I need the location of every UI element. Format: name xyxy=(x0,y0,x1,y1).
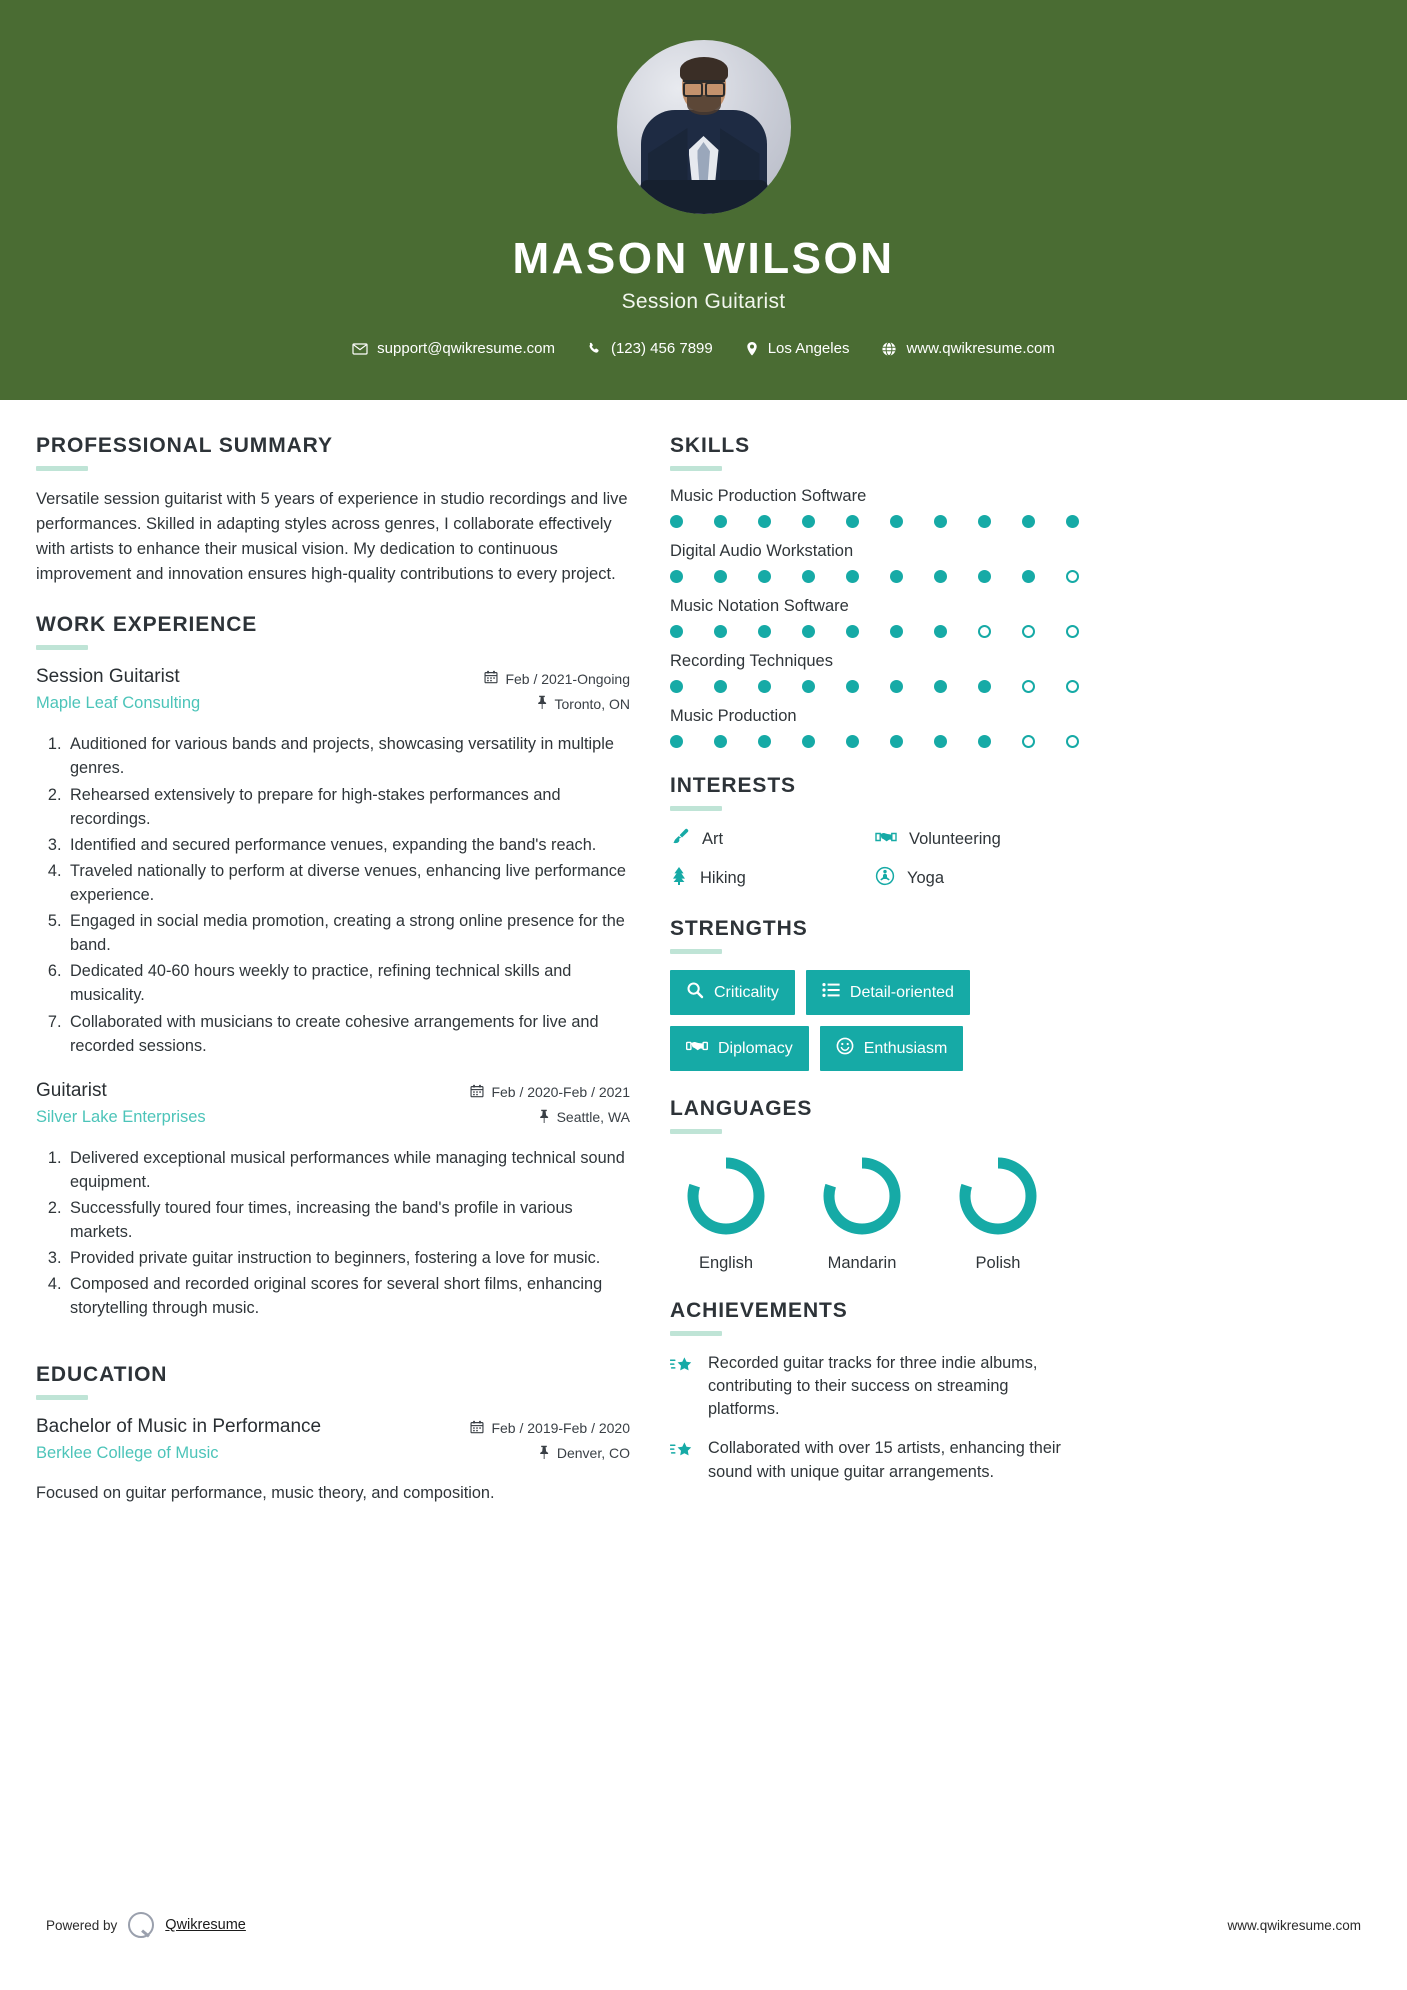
work-meta xyxy=(484,666,630,720)
work-company: Silver Lake Enterprises xyxy=(36,1107,206,1126)
section-skills xyxy=(670,434,1070,748)
work-bullet: 6. Dedicated 40-60 hours weekly to practice, refining technical skills and musicality. xyxy=(66,959,630,1007)
section-rule xyxy=(36,1395,88,1400)
skill-dot xyxy=(978,735,991,748)
resume-body xyxy=(0,400,1407,1531)
calendar-icon xyxy=(484,670,498,687)
section-rule xyxy=(36,645,88,650)
skill-dot xyxy=(846,735,859,748)
skill-dot xyxy=(1066,680,1079,693)
skill-dot xyxy=(934,680,947,693)
pin-icon xyxy=(536,695,548,712)
skill-dot xyxy=(714,625,727,638)
skill-rating xyxy=(670,735,1070,748)
section-heading-interests: INTERESTS xyxy=(670,774,796,797)
skill-dot xyxy=(758,515,771,528)
section-work-experience xyxy=(36,613,630,1320)
yoga-icon xyxy=(875,866,895,891)
skill-dot xyxy=(758,625,771,638)
skill-label: Recording Techniques xyxy=(670,652,833,670)
skill-item xyxy=(670,597,1070,638)
work-date: Feb / 2021-Ongoing xyxy=(505,670,630,687)
skill-dot xyxy=(1022,735,1035,748)
skill-dot xyxy=(978,570,991,583)
work-meta xyxy=(470,1080,630,1134)
section-achievements xyxy=(670,1299,1070,1484)
work-bullet: 1. Auditioned for various bands and projects, showcasing versatility in multiple genres. xyxy=(66,732,630,780)
strength-tag-enthusiasm[interactable] xyxy=(820,1026,964,1071)
education-entry xyxy=(36,1416,630,1506)
skill-dot xyxy=(934,515,947,528)
summary-text: Versatile session guitarist with 5 years of experience in studio recordings and live performances. Skilled in adapting styles across genres, I collaborate effectively with artists to enhance their musical vision. My dedication to continuous improvement and innovation ensures high-quality contributions to every project. xyxy=(36,490,628,584)
skill-dot xyxy=(670,735,683,748)
section-strengths xyxy=(670,917,1070,1071)
section-heading-strengths: STRENGTHS xyxy=(670,917,808,940)
strength-label: Criticality xyxy=(714,983,779,1001)
job-title: Session Guitarist xyxy=(621,290,786,314)
smiley-icon xyxy=(836,1037,854,1060)
work-location: Toronto, ON xyxy=(554,695,630,712)
section-rule xyxy=(670,1331,722,1336)
skill-dot xyxy=(802,625,815,638)
paintbrush-icon xyxy=(670,827,690,852)
section-rule xyxy=(670,949,722,954)
interest-item xyxy=(670,827,865,852)
interest-label: Yoga xyxy=(907,869,945,887)
skill-dot xyxy=(978,680,991,693)
skill-dot xyxy=(714,515,727,528)
phone-icon xyxy=(587,341,602,356)
skill-rating xyxy=(670,515,1070,528)
achievement-text: Collaborated with over 15 artists, enhancing their sound with unique guitar arrangements. xyxy=(708,1439,1061,1481)
skill-dot xyxy=(846,625,859,638)
section-languages xyxy=(670,1097,1070,1273)
language-item xyxy=(670,1150,782,1273)
contact-location xyxy=(745,340,850,357)
strength-tag-detail-oriented[interactable] xyxy=(806,970,970,1015)
skill-item xyxy=(670,487,1070,528)
interest-label: Volunteering xyxy=(909,830,1001,848)
skill-dot xyxy=(1022,625,1035,638)
page-title: MASON WILSON xyxy=(512,234,895,283)
work-role: Guitarist xyxy=(36,1079,107,1101)
magnifier-icon xyxy=(686,981,704,1004)
work-bullet: 4. Composed and recorded original scores for several short films, enhancing storytelling through music. xyxy=(66,1272,630,1320)
skill-dot xyxy=(934,625,947,638)
strength-label: Enthusiasm xyxy=(863,1039,948,1057)
skill-rating xyxy=(670,570,1070,583)
strength-label: Detail-oriented xyxy=(849,983,954,1001)
language-ring xyxy=(680,1150,772,1242)
contact-row xyxy=(336,340,1071,357)
section-heading-skills: SKILLS xyxy=(670,434,751,457)
contact-website[interactable] xyxy=(881,340,1054,357)
language-ring xyxy=(952,1150,1044,1242)
strength-tag-criticality[interactable] xyxy=(670,970,795,1015)
language-ring xyxy=(816,1150,908,1242)
section-rule xyxy=(670,806,722,811)
skill-dot xyxy=(670,625,683,638)
work-bullet: 4. Traveled nationally to perform at diverse venues, enhancing live performance experience. xyxy=(66,859,630,907)
skill-dot xyxy=(1066,735,1079,748)
powered-by-label: Powered by xyxy=(46,1917,118,1933)
work-bullet: 7. Collaborated with musicians to create cohesive arrangements for live and recorded sessions. xyxy=(66,1010,630,1058)
achievement-item xyxy=(670,1352,1070,1421)
qwikresume-brand-link[interactable]: Qwikresume xyxy=(165,1917,246,1933)
skill-label: Digital Audio Workstation xyxy=(670,542,854,560)
contact-phone-value: (123) 456 7899 xyxy=(610,340,713,358)
email-icon xyxy=(352,341,368,357)
interest-label: Art xyxy=(702,830,724,848)
skill-dot xyxy=(802,515,815,528)
education-description: Focused on guitar performance, music theory, and composition. xyxy=(36,1483,495,1502)
section-heading-education: EDUCATION xyxy=(36,1362,168,1386)
section-heading-work: WORK EXPERIENCE xyxy=(36,613,258,637)
education-meta xyxy=(470,1416,630,1470)
skill-label: Music Production xyxy=(670,707,797,725)
work-bullets xyxy=(36,732,630,1057)
pin-icon xyxy=(538,1445,550,1462)
skill-dot xyxy=(758,735,771,748)
qwikresume-logo-icon xyxy=(128,1912,154,1938)
pin-icon xyxy=(538,1109,550,1126)
left-column xyxy=(36,400,630,1531)
education-degree: Bachelor of Music in Performance xyxy=(36,1415,322,1437)
skill-dot xyxy=(802,680,815,693)
skill-dot xyxy=(846,570,859,583)
education-date: Feb / 2019-Feb / 2020 xyxy=(491,1420,630,1436)
interest-item xyxy=(875,866,1070,891)
skill-dot xyxy=(846,515,859,528)
skill-dot xyxy=(758,680,771,693)
footer-website: www.qwikresume.com xyxy=(1227,1917,1361,1933)
skill-dot xyxy=(802,570,815,583)
work-bullet: 2. Successfully toured four times, increasing the band's profile in various markets. xyxy=(66,1196,630,1244)
achievement-item xyxy=(670,1437,1070,1483)
strength-label: Diplomacy xyxy=(718,1039,793,1057)
section-rule xyxy=(36,466,88,471)
handshake-icon xyxy=(686,1037,708,1060)
work-location: Seattle, WA xyxy=(556,1109,630,1126)
language-item xyxy=(806,1150,918,1273)
handshake-icon xyxy=(875,827,897,852)
skill-dot xyxy=(802,735,815,748)
skill-dot xyxy=(1066,625,1079,638)
skill-dot xyxy=(890,570,903,583)
skill-dot xyxy=(890,515,903,528)
skill-dot xyxy=(714,680,727,693)
education-school: Berklee College of Music xyxy=(36,1443,219,1462)
work-company: Maple Leaf Consulting xyxy=(36,694,201,713)
skill-dot xyxy=(1022,680,1035,693)
skill-dot xyxy=(714,570,727,583)
skill-item xyxy=(670,707,1070,748)
skill-dot xyxy=(934,735,947,748)
footer xyxy=(0,1912,1407,1938)
skill-dot xyxy=(1022,515,1035,528)
section-interests xyxy=(670,774,1070,891)
skill-dot xyxy=(1066,515,1079,528)
skill-dot xyxy=(978,515,991,528)
skill-dot xyxy=(934,570,947,583)
language-label: Mandarin xyxy=(827,1254,897,1272)
education-location: Denver, CO xyxy=(556,1445,630,1461)
skill-rating xyxy=(670,680,1070,693)
skill-dot xyxy=(670,680,683,693)
skill-label: Music Notation Software xyxy=(670,597,849,615)
work-role: Session Guitarist xyxy=(36,666,180,688)
section-heading-achievements: ACHIEVEMENTS xyxy=(670,1299,848,1322)
tree-icon xyxy=(670,866,688,891)
resume-header xyxy=(0,0,1407,400)
skill-dot xyxy=(714,735,727,748)
skill-dot xyxy=(890,625,903,638)
skill-item xyxy=(670,652,1070,693)
work-date: Feb / 2020-Feb / 2021 xyxy=(491,1084,630,1101)
section-education xyxy=(36,1363,630,1506)
skill-dot xyxy=(890,735,903,748)
contact-phone[interactable] xyxy=(587,340,713,357)
skill-dot xyxy=(978,625,991,638)
shooting-star-icon xyxy=(670,1437,694,1467)
interest-label: Hiking xyxy=(700,869,746,887)
skill-dot xyxy=(670,515,683,528)
list-icon xyxy=(822,982,840,1003)
work-bullet: 1. Delivered exceptional musical performances while managing technical sound equipment. xyxy=(66,1146,630,1194)
calendar-icon xyxy=(470,1084,484,1101)
right-column xyxy=(670,400,1070,1510)
skill-dot xyxy=(890,680,903,693)
section-rule xyxy=(670,1129,722,1134)
language-item xyxy=(942,1150,1054,1273)
location-pin-icon xyxy=(745,341,759,357)
section-rule xyxy=(670,466,722,471)
work-entry xyxy=(36,1080,630,1321)
avatar xyxy=(617,40,791,214)
globe-icon xyxy=(881,341,897,357)
contact-website-value: www.qwikresume.com xyxy=(906,340,1055,358)
section-heading-languages: LANGUAGES xyxy=(670,1097,813,1120)
work-bullets xyxy=(36,1146,630,1321)
skill-dot xyxy=(758,570,771,583)
language-label: English xyxy=(698,1254,754,1272)
section-heading-summary: PROFESSIONAL SUMMARY xyxy=(36,434,333,457)
section-professional-summary xyxy=(36,434,630,587)
skill-dot xyxy=(1066,570,1079,583)
language-label: Polish xyxy=(975,1254,1021,1272)
calendar-icon xyxy=(470,1420,484,1437)
strength-tag-diplomacy[interactable] xyxy=(670,1026,809,1071)
shooting-star-icon xyxy=(670,1352,694,1382)
work-entry xyxy=(36,666,630,1057)
skill-dot xyxy=(846,680,859,693)
achievement-text: Recorded guitar tracks for three indie albums, contributing to their success on streaming platforms. xyxy=(708,1354,1038,1419)
work-bullet: 2. Rehearsed extensively to prepare for high-stakes performances and recordings. xyxy=(66,783,630,831)
interest-item xyxy=(875,827,1070,852)
work-bullet: 3. Identified and secured performance venues, expanding the band's reach. xyxy=(66,833,630,857)
interest-item xyxy=(670,866,865,891)
skill-dot xyxy=(670,570,683,583)
skill-label: Music Production Software xyxy=(670,487,867,505)
contact-location-value: Los Angeles xyxy=(767,340,850,358)
work-bullet: 5. Engaged in social media promotion, creating a strong online presence for the band. xyxy=(66,909,630,957)
skill-dot xyxy=(1022,570,1035,583)
contact-email[interactable] xyxy=(352,340,555,357)
skill-item xyxy=(670,542,1070,583)
work-bullet: 3. Provided private guitar instruction to beginners, fostering a love for music. xyxy=(66,1246,630,1270)
skill-rating xyxy=(670,625,1070,638)
contact-email-value: support@qwikresume.com xyxy=(377,340,555,358)
